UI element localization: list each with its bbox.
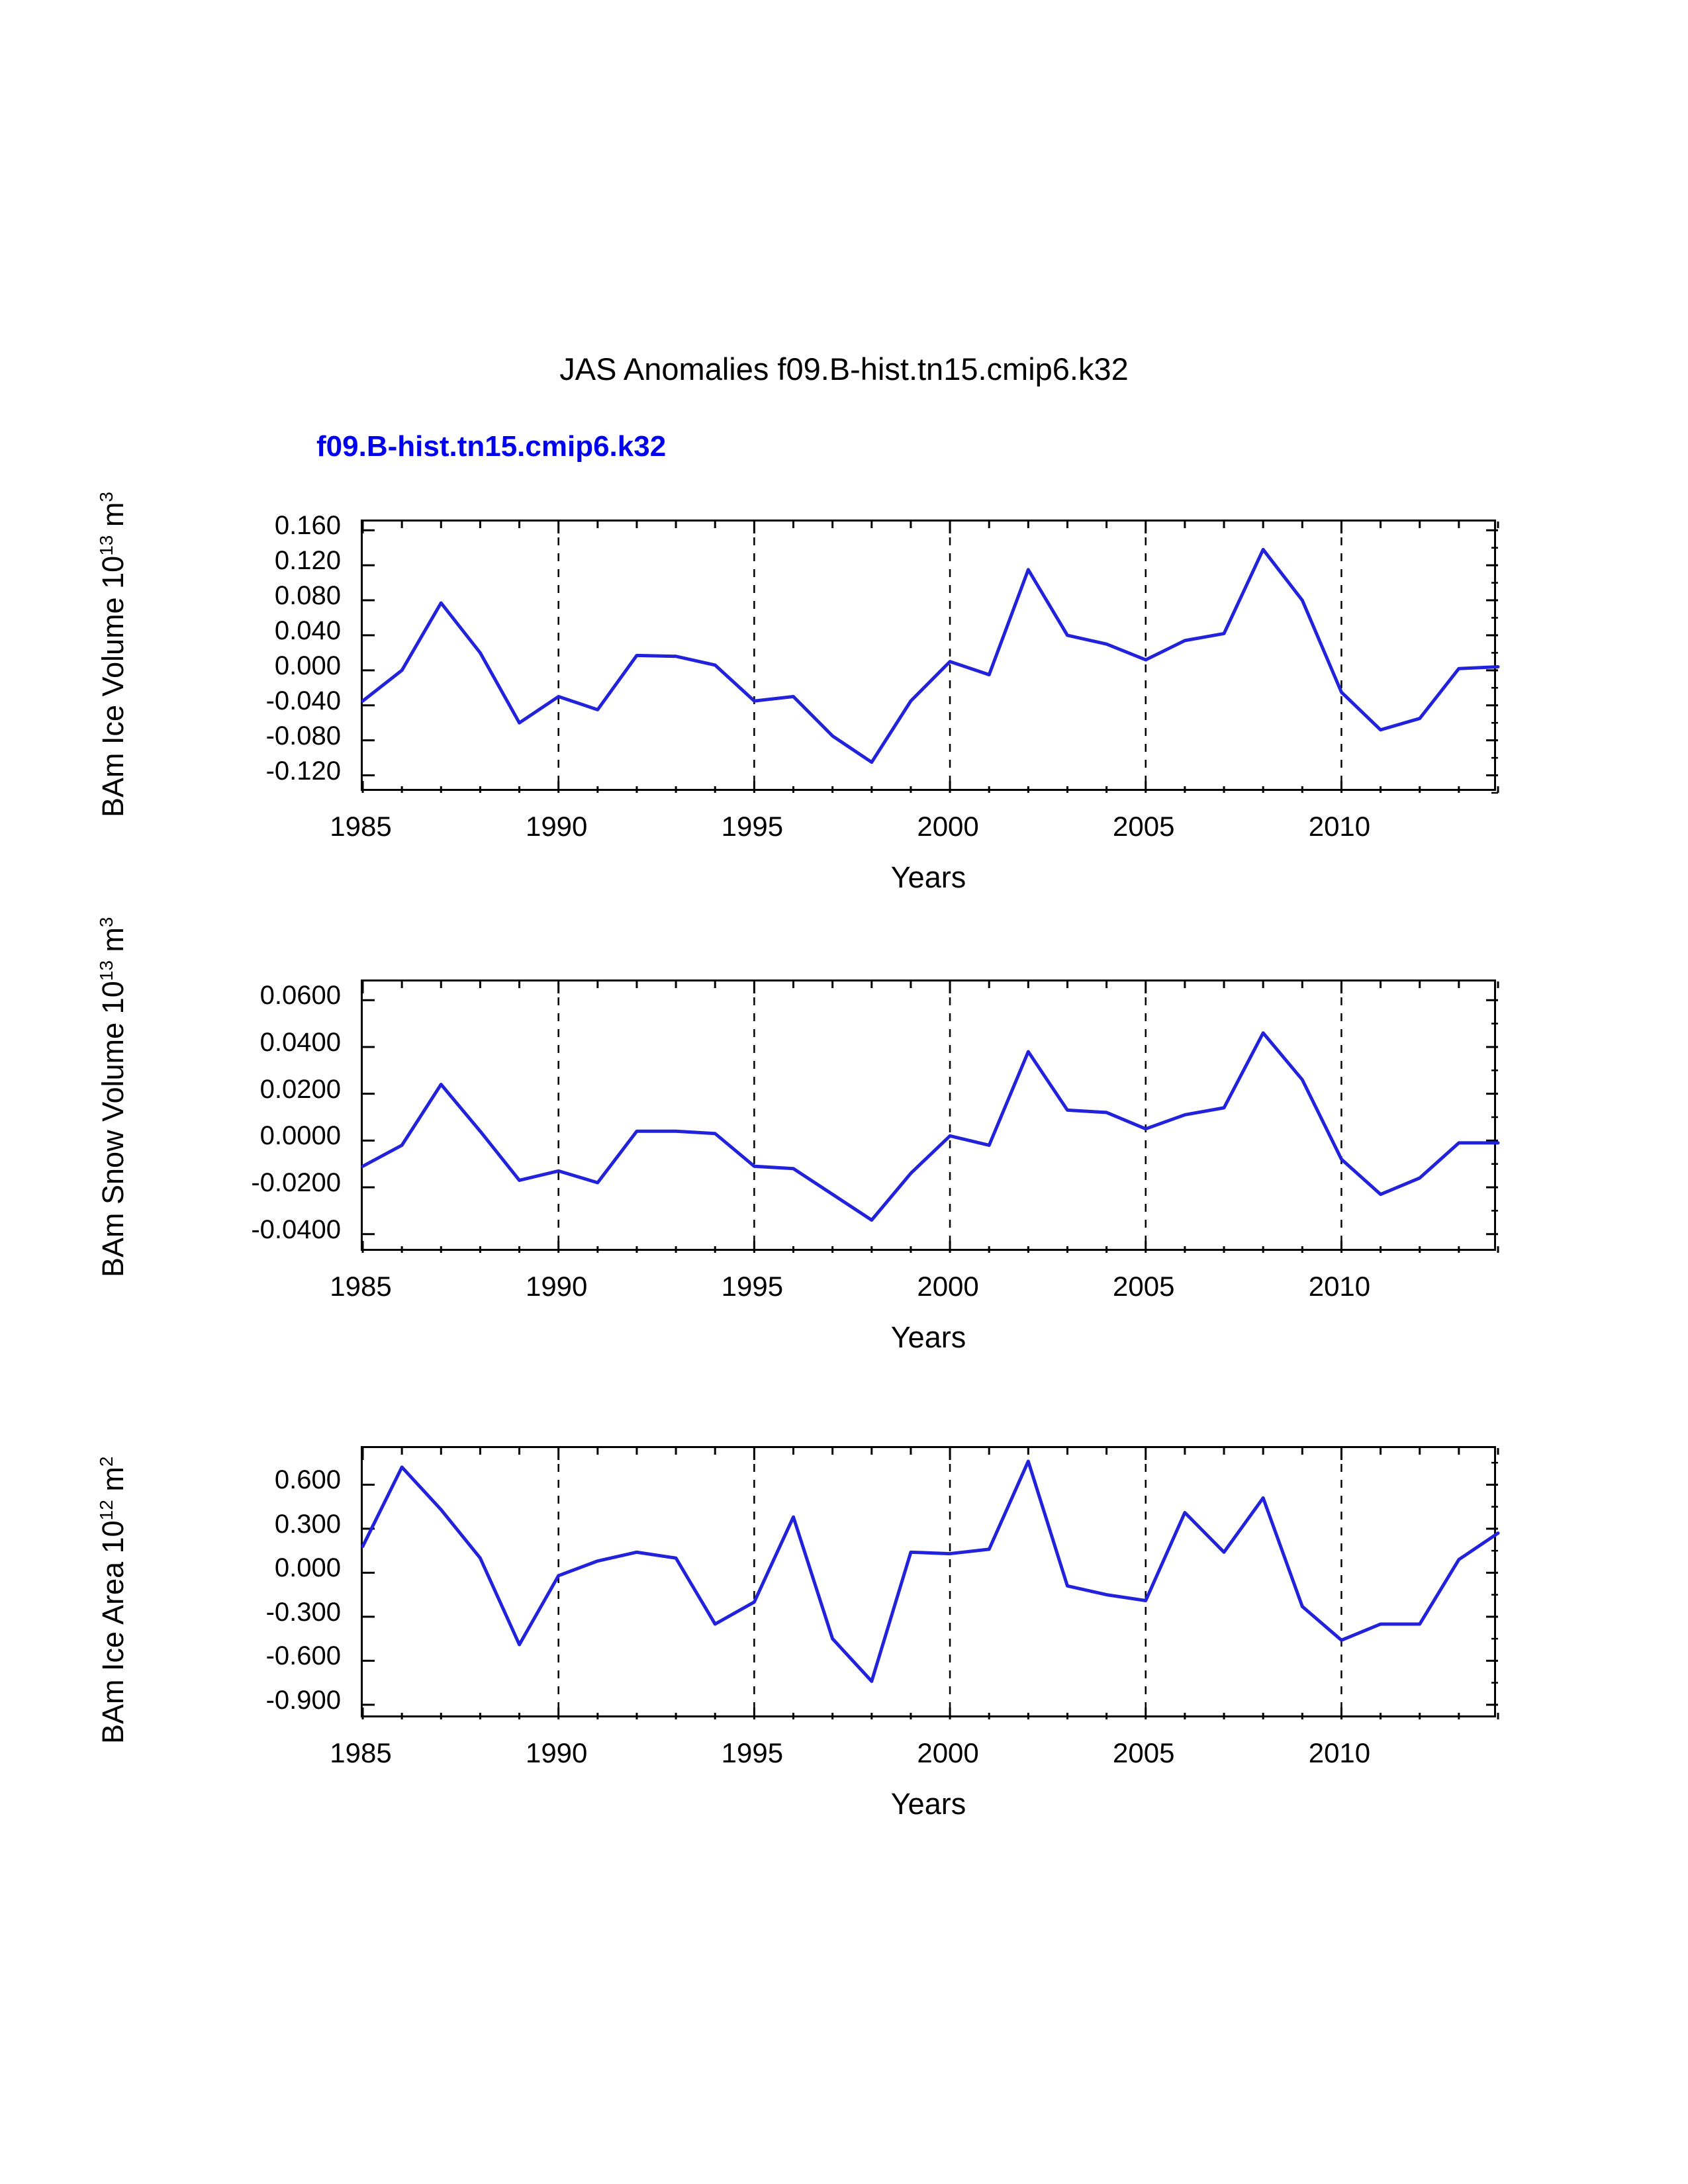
chart-svg (363, 981, 1498, 1253)
x-tick-label: 2010 (1308, 811, 1371, 842)
x-tick-label: 1985 (330, 1271, 392, 1302)
y-tick-label: 0.000 (274, 1553, 341, 1583)
x-tick-label: 1995 (721, 1271, 784, 1302)
x-axis-title-snow-volume: Years (890, 1320, 966, 1354)
y-tick-label: -0.900 (265, 1685, 341, 1715)
y-tick-label: 0.160 (274, 511, 341, 541)
y-tick-label: -0.120 (265, 756, 341, 786)
y-tick-label: -0.080 (265, 721, 341, 751)
x-tick-label: 1990 (525, 1271, 588, 1302)
y-tick-label: 0.0400 (259, 1027, 341, 1057)
y-tick-label: 0.000 (274, 651, 341, 680)
y-tick-label: 0.080 (274, 581, 341, 611)
data-series-line (363, 1033, 1498, 1220)
y-tick-label: -0.040 (265, 686, 341, 715)
x-tick-label: 1995 (721, 811, 784, 842)
y-tick-label: -0.600 (265, 1641, 341, 1671)
x-tick-label: 1985 (330, 811, 392, 842)
x-tick-label: 2005 (1113, 811, 1175, 842)
y-tick-label: 0.300 (274, 1509, 341, 1539)
y-tick-label: 0.0600 (259, 981, 341, 1011)
plot-area-ice-volume (361, 520, 1496, 791)
y-axis-title-ice-volume: BAm Ice Volume $10^{13}$ $m^3$ (96, 492, 130, 817)
y-axis-title-snow-volume: BAm Snow Volume $10^{13}$ $m^3$ (96, 917, 130, 1277)
page-title: JAS Anomalies f09.B-hist.tn15.cmip6.k32 (559, 351, 1129, 387)
y-tick-label: 0.120 (274, 546, 341, 576)
data-series-line (363, 1461, 1498, 1681)
data-series-line (363, 549, 1498, 762)
y-tick-label: 0.0200 (259, 1074, 341, 1104)
y-axis-title-ice-area: BAm Ice Area $10^{12}$ $m^2$ (96, 1456, 130, 1744)
plot-area-snow-volume (361, 979, 1496, 1251)
x-tick-label: 2005 (1113, 1271, 1175, 1302)
y-tick-label: 0.0000 (259, 1121, 341, 1151)
x-tick-label: 1990 (525, 811, 588, 842)
x-tick-label: 1985 (330, 1737, 392, 1768)
y-tick-label: 0.040 (274, 615, 341, 645)
y-tick-label: -0.0400 (251, 1214, 341, 1244)
x-tick-label: 2000 (917, 811, 979, 842)
x-axis-title-ice-volume: Years (890, 860, 966, 894)
plot-area-ice-area (361, 1446, 1496, 1717)
x-tick-label: 2000 (917, 1737, 979, 1768)
x-tick-label: 1990 (525, 1737, 588, 1768)
x-tick-label: 2010 (1308, 1737, 1371, 1768)
x-tick-label: 2010 (1308, 1271, 1371, 1302)
y-tick-label: 0.600 (274, 1465, 341, 1495)
x-tick-label: 1995 (721, 1737, 784, 1768)
x-tick-label: 2000 (917, 1271, 979, 1302)
case-legend-label: f09.B-hist.tn15.cmip6.k32 (316, 430, 667, 463)
chart-svg (363, 522, 1498, 793)
x-axis-title-ice-area: Years (890, 1787, 966, 1821)
y-tick-label: -0.300 (265, 1597, 341, 1627)
y-tick-label: -0.0200 (251, 1168, 341, 1198)
x-tick-label: 2005 (1113, 1737, 1175, 1768)
chart-svg (363, 1448, 1498, 1719)
